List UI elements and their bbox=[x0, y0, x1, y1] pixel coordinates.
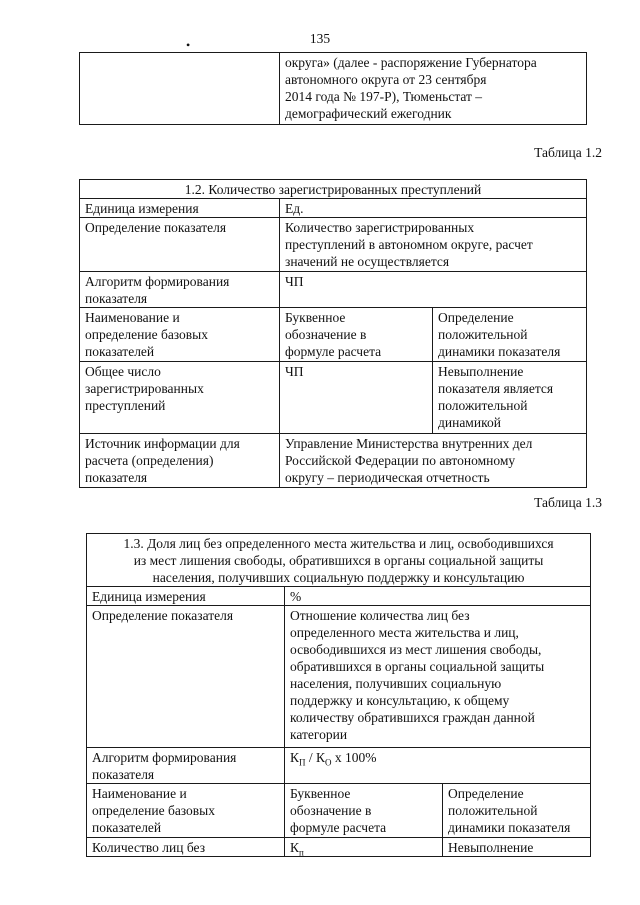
letter-designation-header: Буквенное обозначение в формуле расчета bbox=[285, 784, 443, 838]
source-text-continuation: округа» (далее - распоряжение Губернатора автономного округа от 23 сентября 2014 года № 197-Р), Тюменьстат – демографический ежегодник bbox=[280, 53, 587, 125]
last-row-dynamic: Невыполнение bbox=[443, 838, 591, 857]
unit-value: % bbox=[285, 587, 591, 606]
table-1-2-title: 1.2. Количество зарегистрированных преступлений bbox=[80, 180, 587, 199]
table-cell-empty bbox=[80, 53, 280, 125]
page-number: 135 bbox=[309, 31, 331, 46]
definition-label: Определение показателя bbox=[80, 218, 280, 272]
algorithm-formula: $К_П / К_О$ х 100% bbox=[285, 748, 591, 784]
source-value: Управление Министерства внутренних дел Российской Федерации по автономному округу – периодическая отчетность bbox=[280, 434, 587, 488]
table-continuation bbox=[79, 52, 587, 125]
base-row-dynamic: Невыполнение показателя является положительной динамикой bbox=[433, 362, 587, 434]
table-1-3 bbox=[86, 533, 591, 857]
definition-label: Определение показателя bbox=[87, 606, 285, 748]
letter-designation-header: Буквенное обозначение в формуле расчета bbox=[280, 308, 433, 362]
base-row-label: Общее число зарегистрированных преступлений bbox=[80, 362, 280, 434]
table-1-2-caption: Таблица 1.2 bbox=[534, 145, 602, 160]
algorithm-label: Алгоритм формирования показателя bbox=[80, 272, 280, 308]
algorithm-value: ЧП bbox=[280, 272, 587, 308]
bullet-mark: • bbox=[186, 38, 191, 52]
definition-value: Отношение количества лиц без определенного места жительства и лиц, освободившихся из мест лишения свободы, обратившихся в органы социальной защиты населения, получивших социальную поддержку и консультацию, к общему количеству обратившихся граждан данной категории bbox=[285, 606, 591, 748]
base-indicators-label: Наименование и определение базовых показателей bbox=[87, 784, 285, 838]
positive-dynamic-header: Определение положительной динамики показателя bbox=[433, 308, 587, 362]
source-label: Источник информации для расчета (определения) показателя bbox=[80, 434, 280, 488]
base-row-letter: ЧП bbox=[280, 362, 433, 434]
unit-label: Единица измерения bbox=[87, 587, 285, 606]
table-1-3-caption: Таблица 1.3 bbox=[534, 495, 602, 510]
unit-label: Единица измерения bbox=[80, 199, 280, 218]
unit-value: Ед. bbox=[280, 199, 587, 218]
last-row-letter: $К_п$ bbox=[285, 838, 443, 857]
algorithm-label: Алгоритм формирования показателя bbox=[87, 748, 285, 784]
last-row-label: Количество лиц без bbox=[87, 838, 285, 857]
table-1-2 bbox=[79, 179, 587, 488]
definition-value: Количество зарегистрированных преступлений в автономном округе, расчет значений не осуществляется bbox=[280, 218, 587, 272]
positive-dynamic-header: Определение положительной динамики показателя bbox=[443, 784, 591, 838]
table-1-3-title: 1.3. Доля лиц без определенного места жительства и лиц, освободившихся из мест лишения свободы, обратившихся в органы социальной защиты населения, получивших социальную поддержку и консультацию bbox=[87, 534, 591, 587]
base-indicators-label: Наименование и определение базовых показателей bbox=[80, 308, 280, 362]
